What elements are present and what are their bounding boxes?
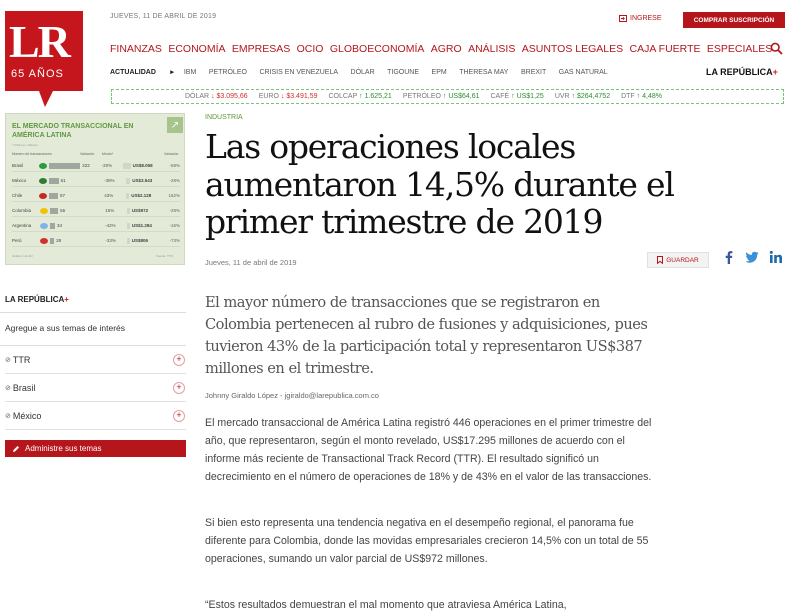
- arrow-down-icon: ↓: [211, 93, 215, 100]
- topic-label: Brasil: [12, 382, 36, 393]
- manage-topics-button[interactable]: [5, 440, 186, 457]
- country-name: Brasil: [12, 163, 24, 168]
- save-label: GUARDAR: [666, 256, 699, 264]
- infographic-row: [12, 235, 180, 247]
- search-icon[interactable]: [770, 42, 783, 55]
- amount-bar: [127, 238, 130, 244]
- article-paragraph-1: El mercado transaccional de América Latina registró 446 operaciones en el primer trimestre del año, que representaron, según el monto revelado, US$17.295 millones de acuerdo con el informe más reciente de Transactional Track Record (TTR). El resultado significó un decrecimiento en el número de operaciones de 18% y de 43% en el valor de las transacciones.: [205, 417, 652, 483]
- deals-count: 28: [56, 238, 62, 243]
- deals-count: 55: [60, 208, 66, 213]
- plus-icon: +: [772, 67, 778, 77]
- ticker-label: DÓLAR: [185, 93, 210, 100]
- amount-variation: -59%: [169, 163, 180, 168]
- topic-label: México: [12, 410, 42, 421]
- trending-topic-4[interactable]: TIGOUNE: [387, 68, 420, 76]
- header-date: JUEVES, 11 DE ABRIL DE 2019: [110, 13, 217, 20]
- add-topic-icon[interactable]: +: [173, 382, 185, 394]
- trending-topic-3[interactable]: DÓLAR: [350, 68, 375, 76]
- amount-bar: [127, 208, 130, 214]
- sidebar-brand: [5, 295, 69, 304]
- amount-bar: [126, 193, 129, 199]
- flag-icon: [39, 193, 47, 199]
- deals-bar: [50, 238, 54, 244]
- deals-variation: 43%: [104, 193, 114, 198]
- col-variation2-header: Variación: [164, 152, 179, 156]
- market-ticker: [111, 89, 784, 104]
- nav-item-8[interactable]: CAJA FUERTE: [629, 43, 701, 55]
- amount-variation: -73%: [169, 238, 180, 243]
- ticker-value: $3.095,66: [216, 93, 248, 100]
- trending-topic-5[interactable]: EPM: [431, 68, 447, 76]
- la-republica-plus-link[interactable]: [706, 67, 778, 77]
- deals-count: 34: [57, 223, 63, 228]
- pencil-icon: [12, 445, 20, 453]
- amount-bar: [126, 178, 131, 184]
- linkedin-icon[interactable]: [769, 250, 783, 264]
- nav-item-4[interactable]: GLOBOECONOMÍA: [329, 43, 425, 55]
- infographic-thumbnail[interactable]: [5, 113, 185, 265]
- ticker-label: UVR: [554, 93, 570, 100]
- article-paragraph-2: Si bien esto representa una tendencia negativa en el desempeño regional, el panorama fue diferente para Colombia, donde las movidas empresariales crecieron 14,5% con un total de 55 operaciones, sumando un valor parcial de US$972 millones.: [205, 517, 649, 565]
- nav-item-5[interactable]: AGRO: [430, 43, 462, 55]
- nav-item-9[interactable]: ESPECIALES: [706, 43, 773, 55]
- arrow-up-icon: ↑: [511, 93, 515, 100]
- infographic-row: [12, 160, 180, 172]
- tag-icon: ⊘: [5, 384, 11, 392]
- amount-variation: -29%: [169, 208, 181, 213]
- country-name: Colombia: [12, 208, 32, 213]
- ticker-item-5[interactable]: [555, 93, 610, 100]
- flag-icon: [40, 223, 48, 229]
- ticker-value: $264,4752: [577, 93, 611, 100]
- infographic-credit: Gráfico: LR-GR: [12, 254, 33, 258]
- ticker-label: DTF: [621, 93, 635, 100]
- nav-item-7[interactable]: ASUNTOS LEGALES: [521, 43, 624, 55]
- login-label: INGRESE: [630, 15, 662, 22]
- flag-icon: [40, 208, 48, 214]
- country-name: México: [12, 178, 27, 183]
- deals-bar: [50, 223, 55, 229]
- topic-label: TTR: [12, 354, 31, 365]
- deals-variation: -42%: [105, 223, 116, 228]
- ticker-item-1[interactable]: [259, 93, 318, 100]
- login-icon: [619, 15, 627, 22]
- deals-bar: [50, 208, 58, 214]
- col-deals-header: Número de transacciones: [12, 152, 52, 156]
- article-date: Jueves, 11 de abril de 2019: [205, 258, 297, 267]
- deals-count: 61: [60, 178, 66, 183]
- country-name: Argentina: [12, 223, 32, 228]
- sidebar-brand-text: LA REPÚBLICA: [5, 295, 65, 304]
- ticker-item-3[interactable]: [403, 93, 480, 100]
- arrow-down-icon: ↓: [280, 93, 285, 100]
- trending-topic-6[interactable]: THERESA MAY: [459, 68, 509, 76]
- save-button[interactable]: [647, 252, 709, 268]
- infographic-row: [12, 175, 180, 187]
- arrow-up-icon: ↑: [571, 93, 576, 100]
- amount-value: US$2.128: [131, 193, 152, 198]
- nav-item-1[interactable]: ECONOMÍA: [168, 43, 226, 55]
- subscribe-button[interactable]: COMPRAR SUSCRIPCIÓN: [683, 12, 785, 28]
- arrow-up-icon: ↑: [636, 93, 641, 100]
- ticker-value: 1.625,21: [364, 93, 392, 100]
- tag-icon: ⊘: [5, 412, 11, 420]
- ticker-item-6[interactable]: [621, 93, 662, 100]
- deals-variation: -38%: [104, 178, 115, 183]
- trending-topic-2[interactable]: CRISIS EN VENEZUELA: [259, 68, 339, 76]
- secondary-nav: [110, 68, 620, 76]
- arrow-up-icon: ↑: [442, 93, 447, 100]
- trending-topic-1[interactable]: PETRÓLEO: [208, 68, 247, 76]
- ticker-item-0[interactable]: [185, 93, 248, 100]
- actualidad-menu[interactable]: ACTUALIDAD ▸: [110, 69, 174, 76]
- topics-prompt: Agregue a sus temas de interés: [5, 323, 126, 333]
- manage-topics-label: Administre sus temas: [25, 444, 102, 453]
- trending-topics: [184, 69, 620, 76]
- infographic-source: Fuente: TTR: [156, 254, 173, 258]
- twitter-icon[interactable]: [745, 250, 759, 264]
- nav-item-0[interactable]: FINANZAS: [110, 43, 162, 55]
- infographic-row: [12, 190, 180, 202]
- deals-bar: [49, 193, 58, 199]
- lr-plus-brand: LA REPÚBLICA: [706, 67, 773, 77]
- flag-icon: [39, 163, 47, 169]
- ticker-item-4[interactable]: [490, 93, 543, 100]
- amount-value: US$972: [131, 208, 149, 213]
- infographic-row: [12, 220, 180, 232]
- deals-count: 222: [82, 163, 90, 168]
- bookmark-icon: [657, 256, 663, 264]
- ticker-value: $3.491,59: [286, 93, 318, 100]
- logo-anniversary-text: 65 AÑOS: [11, 68, 64, 80]
- article-paragraph-3: “Estos resultados demuestran el mal momento que atraviesa América Latina,: [205, 599, 567, 611]
- infographic-row: [12, 205, 180, 217]
- nav-item-3[interactable]: OCIO: [296, 43, 324, 55]
- ticker-label: PETRÓLEO: [402, 93, 441, 100]
- ticker-label: EURO: [258, 93, 279, 100]
- deals-variation: 15%: [105, 208, 115, 213]
- ticker-value: US$1,25: [516, 93, 544, 100]
- plus-icon: +: [64, 295, 69, 304]
- amount-variation: 162%: [168, 193, 180, 198]
- nav-item-6[interactable]: ANÁLISIS: [468, 43, 516, 55]
- topic-item[interactable]: [5, 374, 186, 402]
- nav-item-2[interactable]: EMPRESAS: [231, 43, 291, 55]
- divider: [0, 312, 186, 313]
- country-name: Perú: [12, 238, 22, 243]
- deals-bar: [49, 163, 80, 169]
- actualidad-label: ACTUALIDAD: [110, 69, 156, 76]
- amount-bar: [127, 223, 130, 229]
- add-topic-icon[interactable]: +: [173, 354, 185, 366]
- col-variation-header: Variación: [80, 152, 95, 156]
- infographic-units: * Cifras en millones: [12, 143, 38, 147]
- la-republica-logo[interactable]: [5, 11, 83, 107]
- country-name: Chile: [12, 193, 23, 198]
- article-section[interactable]: INDUSTRIA: [205, 114, 243, 121]
- tag-icon: ⊘: [5, 356, 11, 364]
- amount-variation: -16%: [169, 223, 180, 228]
- trending-topic-0[interactable]: IBM: [183, 68, 197, 76]
- topic-item[interactable]: [5, 346, 186, 374]
- deals-variation: -20%: [101, 163, 113, 168]
- infographic-title: EL MERCADO TRANSACCIONAL EN AMÉRICA LATINA: [12, 123, 134, 139]
- logo-lr-text: LR: [9, 16, 69, 67]
- amount-value: US$3.543: [132, 178, 153, 183]
- col-amount-header: Monto*: [102, 152, 114, 156]
- deals-bar: [49, 178, 58, 184]
- article-title: Las operaciones locales aumentaron 14,5% durante el primer trimestre de 2019: [205, 127, 674, 241]
- facebook-icon[interactable]: [722, 250, 736, 264]
- add-topic-icon[interactable]: +: [173, 410, 185, 422]
- amount-variation: -28%: [169, 178, 181, 183]
- trending-topic-8[interactable]: GAS NATURAL: [558, 68, 608, 76]
- main-nav: [110, 43, 779, 55]
- flag-icon: [40, 238, 48, 244]
- login-link[interactable]: [619, 15, 662, 22]
- amount-value: US$8.058: [132, 163, 153, 168]
- ticker-value: 4,48%: [642, 93, 662, 100]
- expand-icon[interactable]: ↗: [167, 117, 183, 133]
- amount-bar: [123, 163, 131, 169]
- arrow-up-icon: ↑: [359, 93, 363, 100]
- ticker-label: CAFÉ: [490, 93, 510, 100]
- amount-value: US$1.284: [131, 223, 152, 228]
- trending-topic-7[interactable]: BREXIT: [520, 68, 547, 76]
- flag-icon: [39, 178, 47, 184]
- ticker-item-2[interactable]: [328, 93, 391, 100]
- article-author[interactable]: Johnny Giraldo López - jgiraldo@larepublica.com.co: [205, 391, 379, 400]
- ticker-value: US$64,61: [448, 93, 480, 100]
- ticker-label: COLCAP: [328, 93, 358, 100]
- amount-value: US$806: [131, 238, 149, 243]
- topic-item[interactable]: [5, 402, 186, 430]
- deals-variation: -33%: [105, 238, 116, 243]
- deals-count: 57: [59, 193, 65, 198]
- article-lead: El mayor número de transacciones que se registraron en Colombia pertenecen al rubro de fusiones y adquisiciones, pues tuvieron 43% de la participación total y representaron US$387 millones en el trimestre.: [205, 294, 648, 377]
